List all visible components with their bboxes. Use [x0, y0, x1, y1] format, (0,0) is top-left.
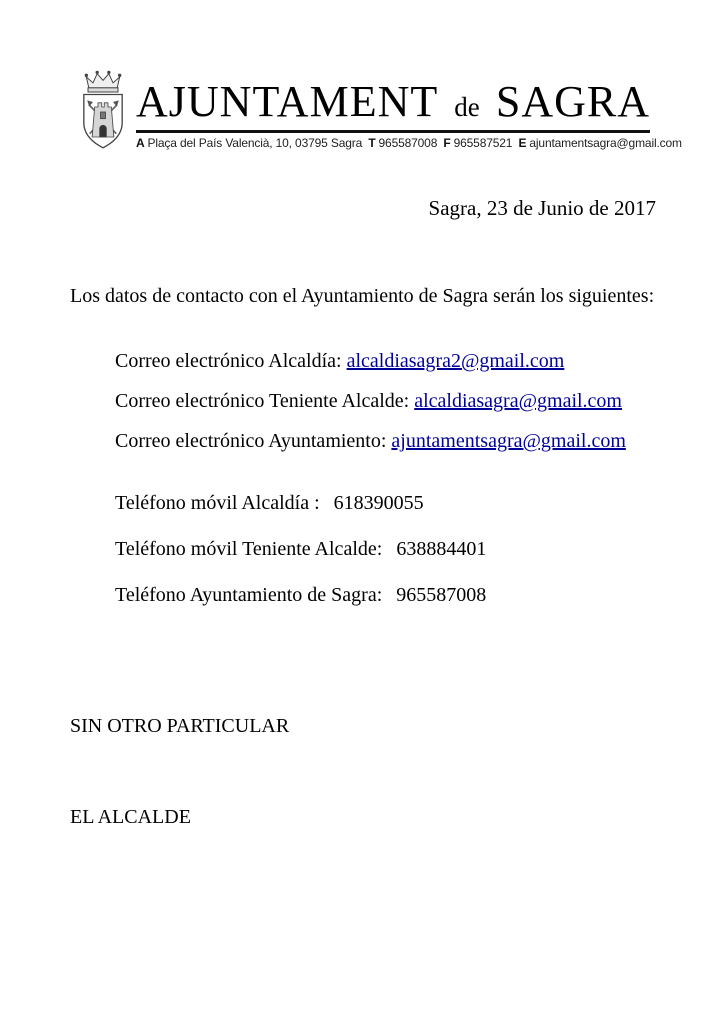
- email-link-ayuntamiento[interactable]: ajuntamentsagra@gmail.com: [391, 430, 626, 452]
- letterhead: [78, 68, 682, 154]
- address-a-label: A: [136, 136, 145, 150]
- letterhead-address: [136, 136, 682, 150]
- address-a-value: Plaça del País Valencià, 10, 03795 Sagra: [147, 136, 363, 150]
- address-e-value: ajuntamentsagra@gmail.com: [529, 136, 682, 150]
- date-line: Sagra, 23 de Junio de 2017: [428, 196, 656, 220]
- letterhead-text: [136, 68, 682, 150]
- org-title-main: AJUNTAMENT: [136, 77, 439, 126]
- email-row-ayuntamiento: [115, 430, 626, 453]
- org-title-de: de: [454, 92, 480, 122]
- address-t-label: T: [368, 136, 376, 150]
- email-row-teniente-alcalde: [115, 390, 626, 413]
- email-label: Correo electrónico Teniente Alcalde:: [115, 390, 415, 412]
- closing-line: SIN OTRO PARTICULAR: [70, 715, 290, 737]
- phone-number-ayuntamiento: 965587008: [396, 584, 487, 606]
- address-t-value: 965587008: [378, 136, 438, 150]
- email-row-alcaldia: [115, 350, 626, 373]
- email-link-teniente-alcalde[interactable]: alcaldiasagra@gmail.com: [414, 390, 622, 412]
- address-f-value: 965587521: [453, 136, 513, 150]
- email-label: Correo electrónico Alcaldía:: [115, 350, 347, 372]
- phone-row-alcaldia: [115, 492, 486, 515]
- address-e-label: E: [518, 136, 527, 150]
- phone-number-teniente-alcalde: 638884401: [396, 538, 487, 560]
- phone-label: Teléfono Ayuntamiento de Sagra:: [115, 584, 388, 606]
- email-link-alcaldia[interactable]: alcaldiasagra2@gmail.com: [346, 350, 565, 372]
- phone-row-ayuntamiento: [115, 584, 486, 607]
- phone-row-teniente-alcalde: [115, 538, 486, 561]
- address-f-label: F: [443, 136, 451, 150]
- email-list: [115, 350, 626, 470]
- phone-label: Teléfono móvil Teniente Alcalde:: [115, 538, 388, 560]
- letterhead-rule: [136, 130, 650, 133]
- org-title-sagra: SAGRA: [495, 77, 650, 126]
- email-label: Correo electrónico Ayuntamiento:: [115, 430, 392, 452]
- intro-paragraph: Los datos de contacto con el Ayuntamiento de Sagra serán los siguientes:: [70, 285, 655, 307]
- phone-label: Teléfono móvil Alcaldía :: [115, 492, 325, 514]
- org-title: [136, 68, 650, 124]
- phone-number-alcaldia: 618390055: [333, 492, 424, 514]
- signature-line: EL ALCALDE: [70, 806, 191, 828]
- phone-list: [115, 492, 486, 630]
- sagra-coat-of-arms-icon: [78, 70, 128, 154]
